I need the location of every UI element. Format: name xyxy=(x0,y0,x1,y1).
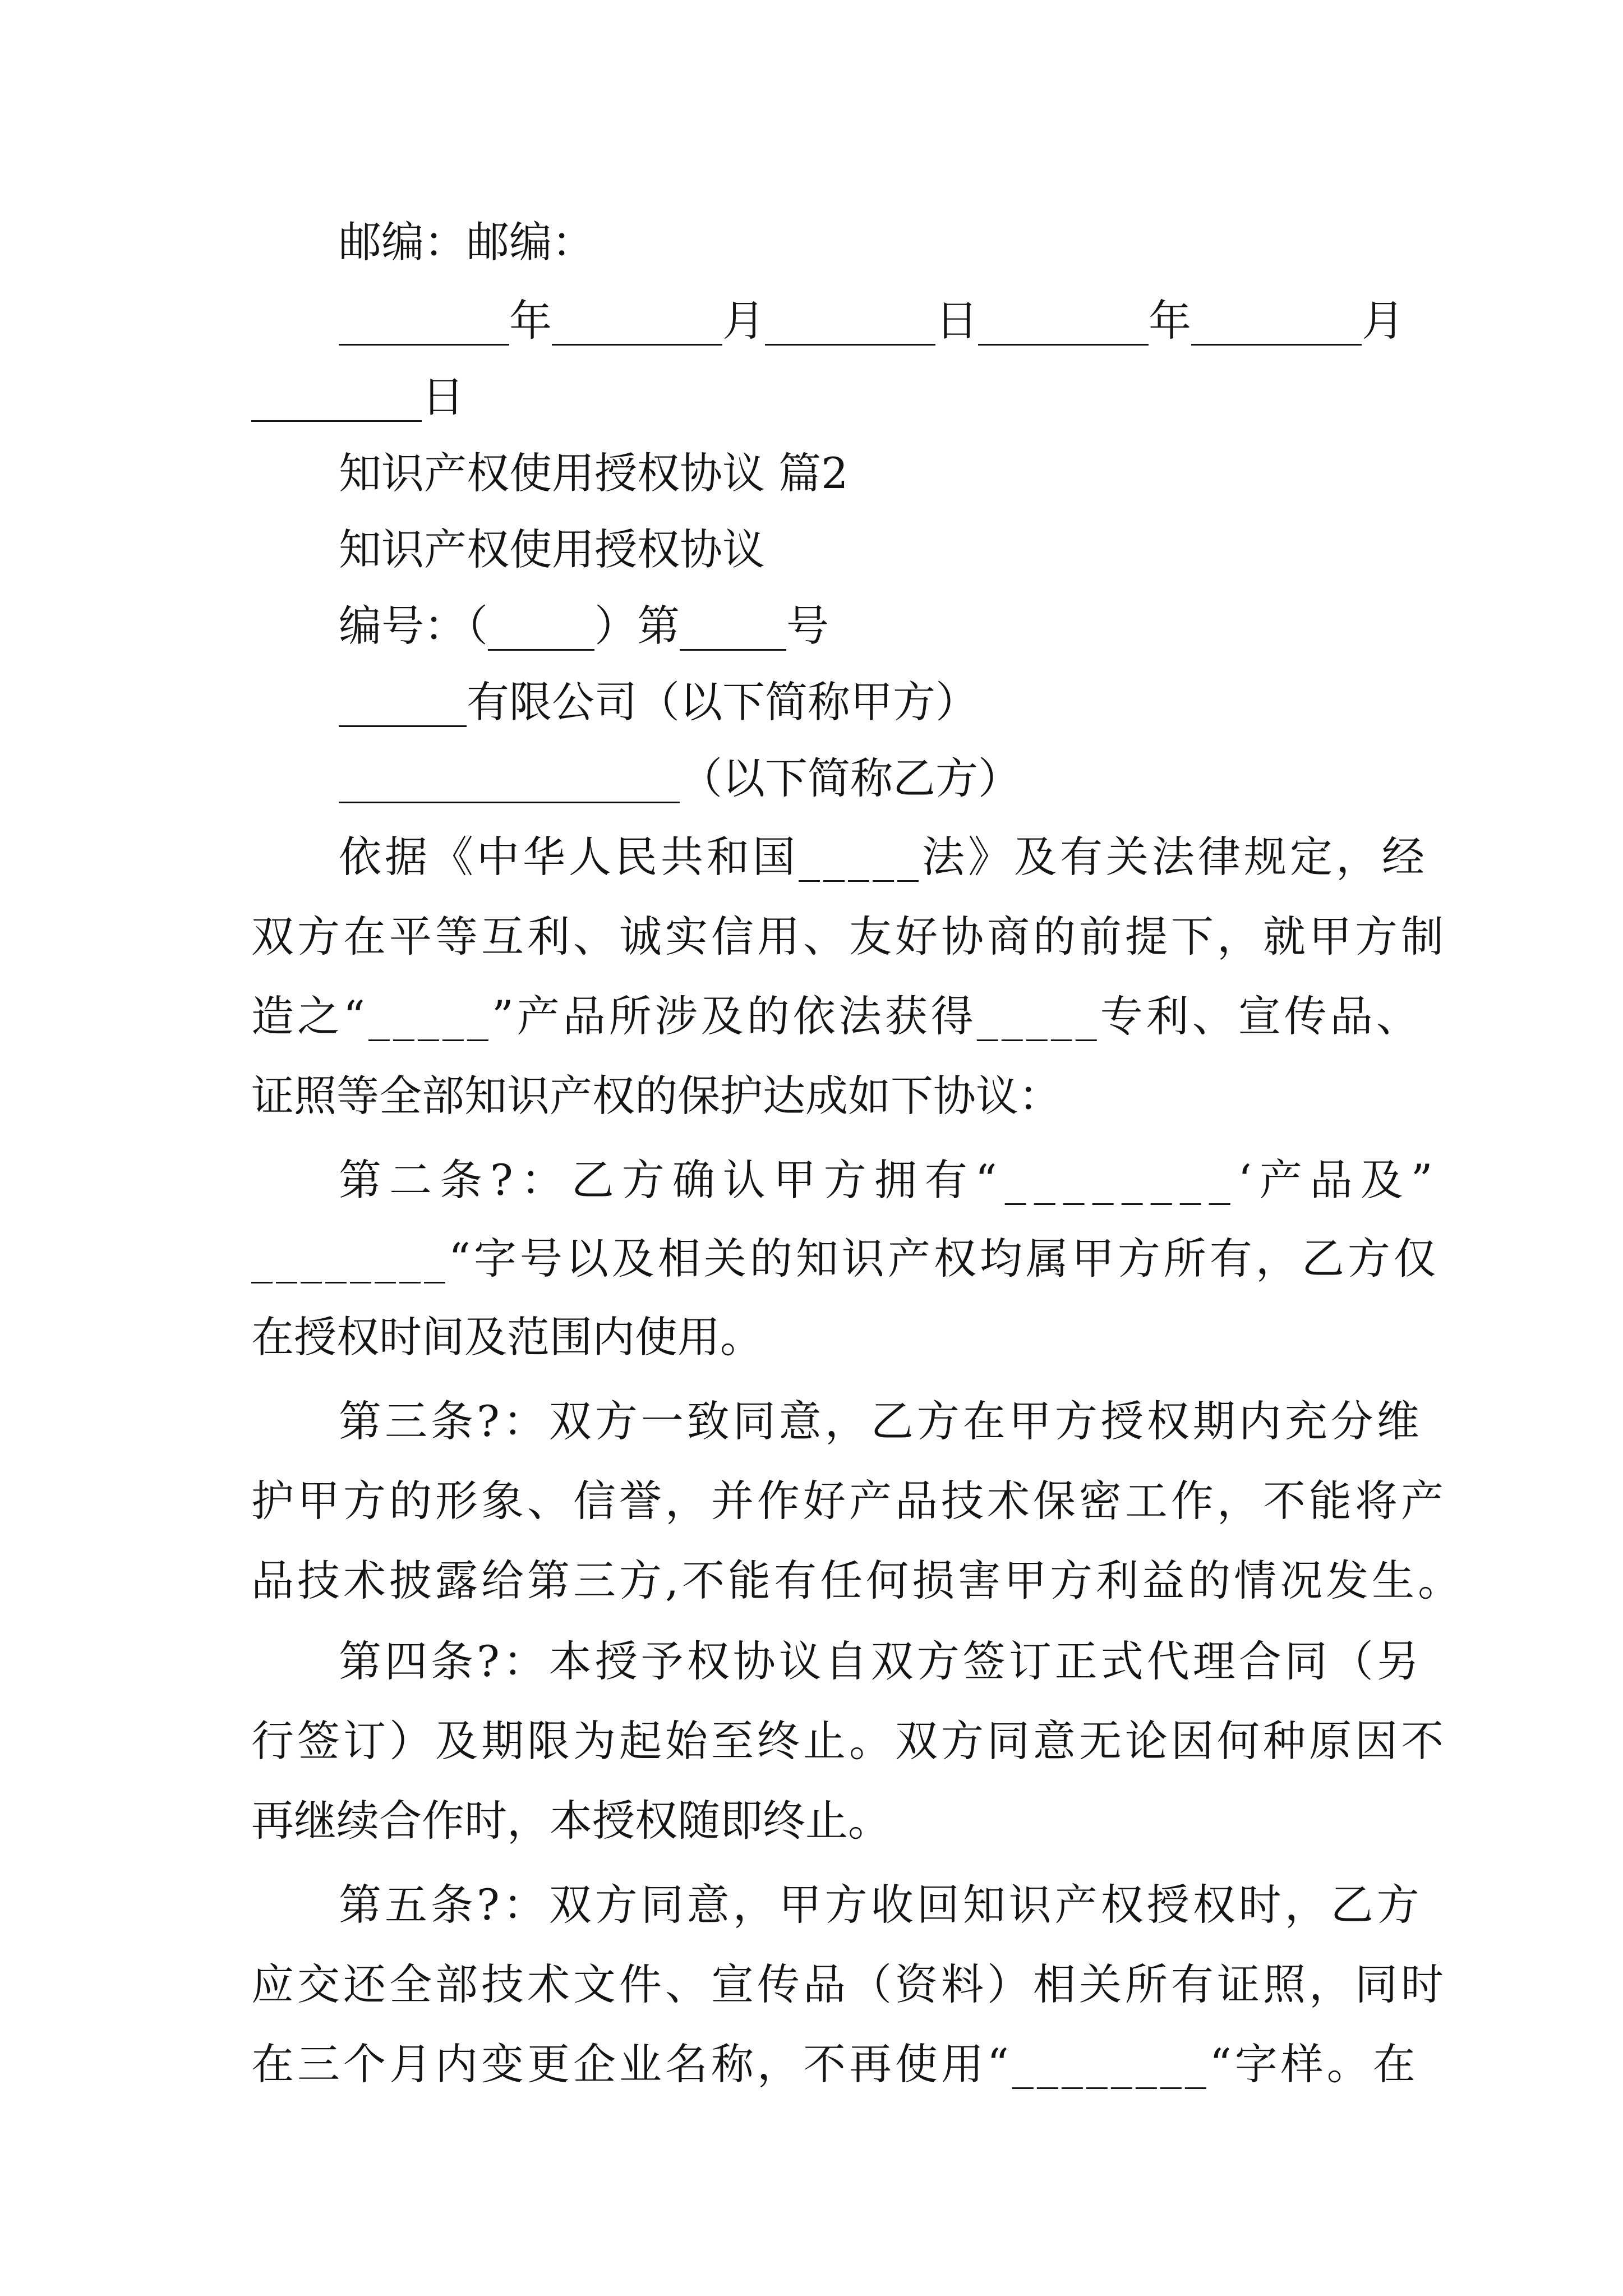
agreement-number: 编号：（_____）第_____号 xyxy=(339,601,829,651)
article-4-line: 第四条?：本授予权协议自双方签订正式代理合同（另 xyxy=(339,1636,1423,1686)
article-2-line: 在授权时间及范围内使用。 xyxy=(251,1312,763,1362)
article-2-line: 第二条?：乙方确认甲方拥有“________‘产品及” xyxy=(339,1155,1441,1205)
preamble-line: 双方在平等互利、诚实信用、友好协商的前提下，就甲方制 xyxy=(251,912,1447,961)
party-a-line: ______有限公司（以下简称甲方） xyxy=(339,677,978,727)
article-4-line: 再继续合作时，本授权随即终止。 xyxy=(251,1796,891,1846)
date-line-continued: ________日 xyxy=(251,372,464,422)
date-line: ________年________月________日________年________月 xyxy=(339,296,1404,346)
preamble-line: 造之“_____”产品所涉及的依法获得_____专利、宣传品、 xyxy=(251,991,1422,1041)
article-5-line: 在三个月内变更企业名称，不再使用“________“字样。在 xyxy=(251,2039,1419,2089)
article-5-line: 应交还全部技术文件、宣传品（资料）相关所有证照，同时 xyxy=(251,1959,1447,2009)
article-5-line: 第五条?：双方同意，甲方收回知识产权授权时，乙方 xyxy=(339,1880,1423,1930)
article-4-line: 行签订）及期限为起始至终止。双方同意无论因何种原因不 xyxy=(251,1716,1447,1766)
agreement-title: 知识产权使用授权协议 xyxy=(339,524,765,574)
article-3-line: 品技术披露给第三方,不能有任何损害甲方利益的情况发生。 xyxy=(251,1556,1464,1605)
article-3-line: 第三条?：双方一致同意，乙方在甲方授权期内充分维 xyxy=(339,1396,1423,1446)
article-3-line: 护甲方的形象、信誉，并作好产品技术保密工作，不能将产 xyxy=(251,1476,1447,1526)
preamble-line: 依据《中华人民共和国_____法》及有关法律规定，经 xyxy=(339,832,1428,882)
postcode-line: 邮编：邮编： xyxy=(339,217,594,267)
preamble-line: 证照等全部知识产权的保护达成如下协议： xyxy=(251,1071,1061,1121)
section-heading: 知识产权使用授权协议 篇2 xyxy=(339,448,849,498)
party-b-line: ________________（以下简称乙方） xyxy=(339,753,1021,803)
article-2-line: ________“字号以及相关的知识产权均属甲方所有，乙方仅 xyxy=(251,1234,1440,1283)
